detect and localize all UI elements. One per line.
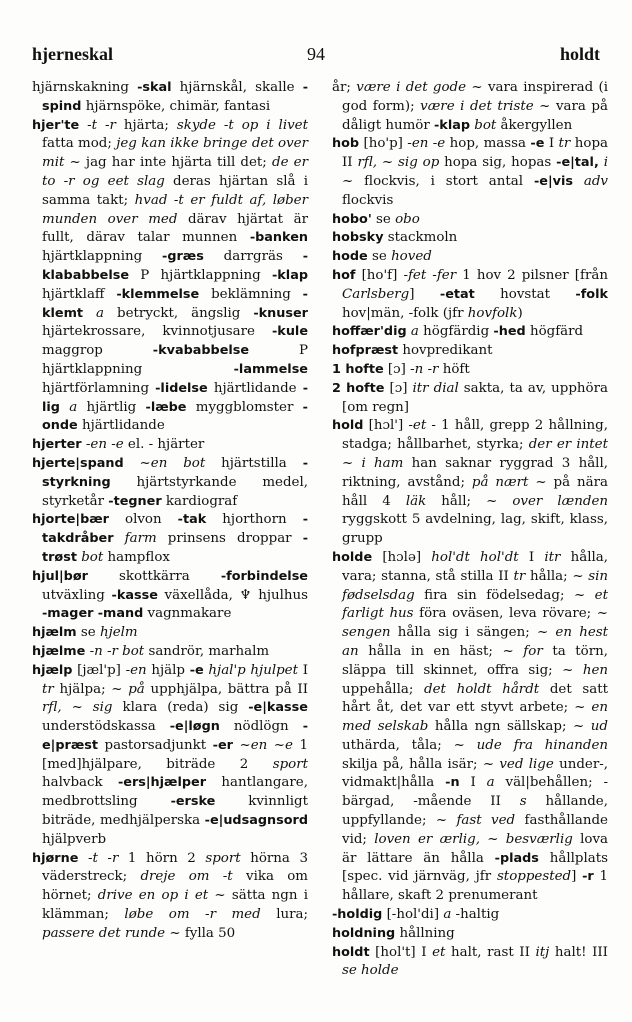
- entry-text: se: [76, 625, 100, 641]
- headword: 2 hofte: [332, 380, 385, 396]
- dictionary-entry: [32, 568, 308, 624]
- entry-text: hjälp: [146, 662, 190, 678]
- italic-text: drive en op i et ~: [97, 888, 226, 904]
- entry-text: hålla in en häst;: [358, 643, 503, 659]
- italic-text: hol'dt hol'dt: [431, 549, 519, 565]
- italic-text: ~ sin fødselsdag: [342, 568, 608, 603]
- italic-text: være i det gode ~: [356, 80, 483, 95]
- entry-text: deras hjärtan slå i samma takt;: [42, 173, 308, 208]
- entry-text: hjärtlig: [77, 399, 146, 415]
- entry-text: ryggskott 5 avdelning, lag, skift, klass, grupp: [342, 512, 608, 547]
- italic-text: adv: [583, 173, 608, 189]
- dictionary-entry: [332, 342, 608, 361]
- entry-text: ]: [409, 286, 440, 302]
- headword: hofpræst: [332, 343, 399, 359]
- entry-text: hjärtlidande: [77, 418, 165, 434]
- entry-text: I: [297, 662, 308, 678]
- headword: hjer'te: [32, 117, 80, 133]
- dictionary-entry: [32, 643, 308, 662]
- entry-text: darrgräs: [203, 249, 303, 265]
- entry-text: det satt hårt åt, det var ett styvt arbete;: [342, 681, 608, 716]
- headword: -skal: [137, 80, 172, 95]
- italic-text: se holde: [342, 963, 399, 979]
- italic-text: farm: [124, 531, 157, 547]
- entry-text: vika om hörnet;: [42, 869, 309, 904]
- entry-text: hjärtstyrkande medel, styrketår: [42, 474, 308, 509]
- headword: -e|præst: [42, 719, 308, 753]
- entry-text: 1 hållare, skaft 2 prenumerant: [342, 869, 609, 904]
- headword: -ers|hjælper: [117, 775, 207, 791]
- entry-text: [114, 531, 125, 546]
- headword: -mand: [97, 606, 144, 622]
- dictionary-entry: [332, 267, 608, 323]
- italic-text: -et: [408, 418, 427, 434]
- headword: -lig: [42, 380, 308, 415]
- entry-text: upphjälpa, bättra på II: [144, 681, 308, 697]
- entry-text: [60, 400, 69, 415]
- italic-text: ~ ved lige: [482, 756, 554, 772]
- italic-text: jeg kan ikke bringe det over mit ~: [42, 136, 308, 171]
- headword: holde: [332, 549, 373, 565]
- entry-text: [ɔ]: [384, 380, 413, 396]
- entry-text: myggblomster: [186, 399, 303, 415]
- entry-text: hjärtekrossare, kvinnotjusare: [42, 324, 272, 340]
- headword: -tegner: [108, 493, 162, 509]
- entry-text: hop, massa: [445, 136, 531, 152]
- italic-text: ~ på: [111, 681, 145, 697]
- headword: holdt: [332, 944, 370, 960]
- headword: -hed: [493, 324, 526, 340]
- dictionary-entry: [32, 117, 308, 437]
- entry-text: klara (reda) sig: [112, 700, 249, 716]
- entry-text: P hjärtklappning: [42, 343, 308, 377]
- entry-text: vara inspirerad (i god form);: [342, 80, 609, 114]
- headword: -e|vis: [533, 173, 573, 189]
- italic-text: ~en bot: [139, 455, 206, 471]
- entry-text: hjärnspöke, chimär, fantasi: [81, 98, 271, 114]
- entry-text: [ho'f]: [355, 267, 404, 283]
- entry-text: utväxling: [42, 587, 112, 603]
- entry-text: uppehålla;: [342, 681, 425, 697]
- entry-text: sätta ngn i klämman;: [42, 888, 308, 923]
- italic-text: dreje om -t: [140, 869, 233, 885]
- entry-text: ]: [571, 869, 583, 885]
- page-number: 94: [307, 44, 325, 64]
- entry-text: 1 [med]hjälpare, biträde 2: [42, 737, 309, 772]
- dictionary-entry: [32, 850, 308, 944]
- entry-text: [hɔl']: [363, 418, 409, 434]
- headword: -lidelse: [155, 380, 208, 396]
- entry-text: hantlangare, medbrottsling: [42, 775, 308, 810]
- italic-text: a: [486, 775, 495, 791]
- entry-text: ta törn, släppa till skinnet, offra sig;: [342, 643, 608, 678]
- headword: -lammelse: [233, 361, 308, 377]
- headword: -klap: [434, 117, 471, 133]
- entry-text: växellåda, ♆ hjulhus: [157, 587, 309, 603]
- headword: -klemt: [42, 286, 308, 321]
- italic-text: tr: [42, 681, 54, 697]
- entry-text: vagnmakare: [143, 606, 232, 622]
- entry-text: [ho'p]: [359, 136, 408, 152]
- entry-text: [jæl'p]: [72, 662, 126, 678]
- guide-word-right: holdt: [559, 44, 600, 64]
- entry-text: vara på dåligt humör: [342, 98, 608, 133]
- headword: -kasse: [111, 587, 158, 603]
- italic-text: tr: [513, 568, 526, 584]
- dictionary-entry: [32, 436, 308, 455]
- italic-text: bot: [81, 549, 104, 565]
- italic-text: det holdt hårdt: [424, 681, 540, 697]
- entry-text: [83, 306, 96, 321]
- entry-text: [573, 174, 584, 189]
- dictionary-entry: [332, 417, 608, 549]
- italic-text: -fet -fer: [403, 267, 457, 283]
- dictionary-entry: [332, 361, 608, 380]
- italic-text: ~ fast ved: [435, 813, 516, 829]
- entry-text: hjärtklappning: [42, 249, 163, 265]
- entry-text: betryckt, ängslig: [104, 305, 254, 321]
- entry-text: hjärnskål, skalle: [171, 80, 303, 95]
- entry-text: stackmoln: [383, 230, 458, 246]
- entry-text: olvon: [108, 512, 178, 528]
- entry-text: år;: [332, 80, 357, 95]
- headword: hjørne: [32, 850, 79, 866]
- headword: -kule: [272, 324, 308, 340]
- headword: hjælp: [32, 662, 73, 678]
- entry-text: hjärta;: [115, 117, 177, 133]
- italic-text: a: [69, 399, 78, 415]
- italic-text: på nært ~: [471, 474, 547, 490]
- headword: -r: [582, 869, 594, 885]
- entry-text: hjorthorn: [206, 512, 303, 528]
- entry-text: kardiograf: [161, 493, 238, 509]
- headword: hobo': [332, 211, 372, 227]
- headword: -forbindelse: [220, 568, 308, 584]
- italic-text: läk: [405, 493, 427, 509]
- entry-text: halt! III: [549, 944, 608, 960]
- italic-text: ~ hen: [562, 662, 608, 678]
- headword: -knuser: [253, 305, 308, 321]
- dictionary-entry: [332, 380, 608, 418]
- entry-text: hjärnskakning: [32, 80, 138, 95]
- entry-text: under-, vidmakt|hålla: [342, 756, 608, 791]
- italic-text: ~en ~e: [239, 737, 293, 753]
- italic-text: a: [96, 305, 105, 321]
- headword: hjorte|bær: [32, 512, 109, 528]
- entry-text: se: [367, 249, 392, 265]
- headword: -spind: [42, 80, 308, 114]
- italic-text: obo: [395, 211, 420, 227]
- entry-text: hjärtstilla: [205, 455, 303, 471]
- dictionary-entry: [32, 511, 308, 567]
- entry-text: lova är lättare än hålla: [342, 831, 608, 866]
- italic-text: i ~: [342, 155, 608, 189]
- entry-text: högfärd: [525, 324, 584, 340]
- entry-text: hov|män, -folk (jfr: [342, 305, 468, 321]
- entry-text: hållning: [395, 925, 455, 941]
- entry-text: [hol't] I: [369, 944, 433, 960]
- dictionary-entry: [332, 944, 608, 982]
- entry-text: halt, rast II: [445, 944, 536, 960]
- entry-text: hållplats [spec. vid järnväg, jfr: [342, 850, 608, 885]
- italic-text: skyde -t op i livet: [176, 117, 308, 133]
- dictionary-entry: [332, 211, 608, 230]
- italic-text: hvad -t er fuldt af, løber munden over med: [42, 192, 308, 227]
- headword: -takdråber: [42, 512, 308, 547]
- headword: hoffær'dig: [332, 324, 407, 340]
- entry-text: uthärda, tåla;: [342, 737, 454, 753]
- entry-text: hovpredikant: [398, 343, 493, 359]
- italic-text: -en: [125, 662, 147, 678]
- entry-text: hjärtlidande: [207, 380, 303, 396]
- italic-text: hjal'p hjulpet: [208, 662, 298, 678]
- italic-text: hoved: [391, 249, 432, 265]
- dictionary-entry: [332, 229, 608, 248]
- entry-text: fasthållande vid;: [342, 813, 608, 847]
- entry-text: hörna 3 väderstreck;: [42, 850, 308, 885]
- italic-text: ~ en med selskab: [342, 700, 608, 735]
- entry-text: hålla sig i sängen;: [390, 625, 537, 641]
- italic-text: -n -r: [410, 361, 439, 377]
- dictionary-entry: [32, 662, 308, 850]
- entry-text: [-hol'di]: [382, 907, 444, 923]
- headword: -klap: [271, 267, 308, 283]
- dictionary-entry: [332, 925, 608, 944]
- entry-text: hålla ngn sällskap;: [428, 719, 574, 735]
- entry-text: han saknar ryggrad 3 håll, riktning, avstånd;: [342, 455, 608, 490]
- italic-text: et: [432, 944, 446, 960]
- entry-text: nödlögn: [219, 719, 303, 735]
- italic-text: ~ over lænden: [486, 493, 608, 509]
- entry-text: [79, 118, 87, 133]
- entry-text: hjärtklaff: [42, 286, 117, 302]
- headword: hob: [332, 136, 360, 152]
- entry-text: -haltig: [451, 907, 500, 923]
- italic-text: -t -r: [87, 117, 116, 133]
- headword: -etat: [439, 286, 475, 302]
- italic-text: itj: [535, 944, 550, 960]
- headword: hjul|bør: [32, 568, 88, 584]
- entry-text: sakta, ta av, upphöra [om regn]: [342, 380, 608, 415]
- italic-text: hovfolk: [467, 305, 518, 321]
- entry-text: maggrop: [42, 343, 153, 359]
- headword: -e|løgn: [169, 719, 220, 735]
- headword: -styrkning: [42, 455, 308, 490]
- headword: hof: [332, 267, 356, 283]
- headword: -n: [445, 775, 460, 791]
- entry-text: se: [371, 211, 396, 227]
- entry-text: hålla, vara; stanna, stå stilla II: [342, 549, 608, 584]
- entry-text: jag har inte hjärta till det;: [80, 155, 272, 171]
- headword: -e|udsagnsord: [204, 813, 308, 829]
- entry-text: beklämning: [199, 286, 303, 302]
- headword: -e|kasse: [248, 700, 308, 716]
- entry-text: P hjärtklappning: [129, 267, 272, 283]
- dictionary-entry: [332, 906, 608, 925]
- entry-text: flockvis, i stort antal: [353, 173, 534, 189]
- italic-text: loven er ærlig, ~ besværlig: [374, 831, 573, 847]
- headword: 1 hofte: [332, 361, 384, 377]
- entry-text: halvback: [42, 775, 118, 791]
- entry-text: I: [459, 775, 487, 791]
- entry-text: - 1 håll, grepp 2 hållning, stadga; hållbarhet, styrka;: [342, 418, 608, 453]
- headword: hjerte|spand: [32, 455, 124, 471]
- entry-text: väl|behållen; -bärgad, -mående II: [342, 775, 608, 810]
- headword: -banken: [249, 230, 308, 246]
- headword: -e|tal,: [556, 155, 599, 171]
- headword: -erske: [170, 794, 216, 810]
- italic-text: ~ for: [502, 643, 543, 659]
- entry-text: skilja på, hålla isär;: [342, 756, 483, 772]
- italic-text: ~ sengen: [342, 606, 608, 641]
- italic-text: s: [519, 794, 527, 810]
- headword: -klababbelse: [42, 249, 308, 283]
- headword: -tak: [177, 512, 207, 528]
- entry-text: 1 hörn 2: [118, 850, 206, 866]
- dictionary-entry: [332, 549, 608, 906]
- headword: -holdig: [332, 907, 383, 923]
- headword: -er: [212, 737, 233, 753]
- entry-text: fylla 50: [180, 925, 236, 941]
- dictionary-entry: [332, 323, 608, 342]
- italic-text: ~ ude fra hinanden: [453, 737, 608, 753]
- entry-text: hjälpverb: [42, 831, 107, 847]
- entry-text: hampflox: [103, 549, 170, 565]
- italic-text: der er intet ~ i ham: [342, 437, 608, 471]
- italic-text: være i det triste ~: [420, 98, 551, 114]
- headword: hjælm: [32, 625, 77, 641]
- headword: -mager: [42, 606, 94, 622]
- entry-text: 1 hov 2 pilsner [från: [456, 267, 608, 283]
- entry-text: prinsens droppar: [156, 531, 303, 547]
- italic-text: itr: [544, 549, 561, 565]
- italic-text: bot: [474, 117, 497, 133]
- headword: -onde: [42, 399, 308, 434]
- italic-text: -en -e: [407, 136, 446, 152]
- italic-text: ~ ud: [573, 719, 608, 735]
- entry-text: pastorsadjunkt: [97, 737, 213, 753]
- left-column: [32, 79, 308, 944]
- headword: hode: [332, 249, 368, 265]
- italic-text: løbe om -r med: [124, 907, 261, 923]
- entry-text: flockvis: [342, 192, 394, 208]
- entry-text: fira sin födelsedag;: [414, 587, 574, 603]
- headword: hobsky: [332, 230, 384, 246]
- dictionary-entry: [332, 135, 608, 210]
- entry-text: håll;: [426, 493, 487, 509]
- italic-text: a: [410, 324, 419, 340]
- headword: -læbe: [145, 399, 187, 415]
- italic-text: passere det runde ~: [42, 925, 181, 941]
- dictionary-entry: [32, 624, 308, 643]
- italic-text: -en -e: [85, 437, 124, 453]
- entry-text: hålla;: [525, 568, 573, 584]
- entry-text: el. - hjärter: [123, 437, 205, 453]
- entry-text: åkergyllen: [496, 117, 573, 133]
- headword: -e: [189, 662, 204, 678]
- italic-text: Carlsberg: [342, 286, 410, 302]
- entry-text: på nära håll 4: [342, 474, 609, 509]
- entry-text: höft: [438, 361, 470, 377]
- italic-text: -t -r: [87, 850, 119, 866]
- italic-text: sport: [272, 756, 308, 772]
- italic-text: rfl, ~ sig: [42, 700, 113, 716]
- right-column: [332, 79, 608, 981]
- headword: -græs: [162, 249, 204, 265]
- entry-text: [hɔlə]: [372, 549, 432, 565]
- italic-text: sport: [205, 850, 241, 866]
- headword: hjælme: [32, 643, 86, 659]
- italic-text: ~ et farligt hus: [342, 587, 608, 622]
- headword: holdning: [332, 925, 396, 941]
- entry-text: [ɔ]: [383, 361, 411, 377]
- entry-text: föra oväsen, leva rövare;: [413, 606, 597, 622]
- entry-text: I: [518, 549, 545, 565]
- entry-text: hopa sig, hopas: [439, 155, 557, 171]
- entry-text: högfärdig: [418, 324, 494, 340]
- italic-text: itr dial: [412, 380, 459, 396]
- entry-text: [78, 851, 88, 866]
- entry-text: hållande, uppfyllande;: [342, 794, 608, 829]
- headword: -klemmelse: [116, 286, 200, 302]
- italic-text: a: [443, 907, 452, 923]
- italic-text: -n -r bot: [89, 643, 145, 659]
- entry-text: skottkärra: [87, 568, 221, 584]
- headword: hold: [332, 418, 364, 434]
- headword: hjerter: [32, 437, 82, 453]
- entry-text: fatta mod;: [42, 136, 117, 152]
- entry-text: hopa II: [342, 136, 609, 171]
- entry-text: sandrör, marhalm: [144, 643, 270, 659]
- italic-text: ~ en hest an: [342, 625, 608, 659]
- entry-text: understödskassa: [42, 719, 170, 735]
- italic-text: hjelm: [99, 625, 138, 641]
- entry-text: kvinnligt biträde, medhjälperska: [42, 794, 308, 829]
- dictionary-entry: [32, 455, 308, 511]
- entry-text: ): [517, 305, 523, 321]
- headword: -e: [530, 136, 545, 152]
- entry-text: lura;: [260, 907, 309, 923]
- entry-text: [124, 456, 140, 471]
- italic-text: stoppested: [496, 869, 572, 885]
- dictionary-entry: [332, 248, 608, 267]
- entry-text: därav hjärtat är fullt, därav talar munnen: [42, 211, 308, 246]
- headword: -kvababbelse: [152, 343, 250, 359]
- dictionary-entry: [332, 79, 608, 135]
- italic-text: tr: [558, 136, 571, 152]
- entry-text: I: [544, 136, 559, 152]
- italic-text: de er to -r og eet slag: [42, 155, 308, 189]
- entry-text: hjälpa;: [53, 681, 112, 697]
- entry-text: hovstat: [474, 286, 576, 302]
- headword: -plads: [494, 850, 539, 866]
- page-header: [32, 44, 600, 68]
- entry-text: hjärtförlamning: [42, 380, 156, 396]
- dictionary-entry: [32, 79, 308, 117]
- headword: -folk: [575, 286, 608, 302]
- italic-text: rfl, ~ sig op: [357, 155, 440, 171]
- headword: -trøst: [42, 531, 308, 565]
- guide-word-left: hjerneskal: [32, 44, 113, 64]
